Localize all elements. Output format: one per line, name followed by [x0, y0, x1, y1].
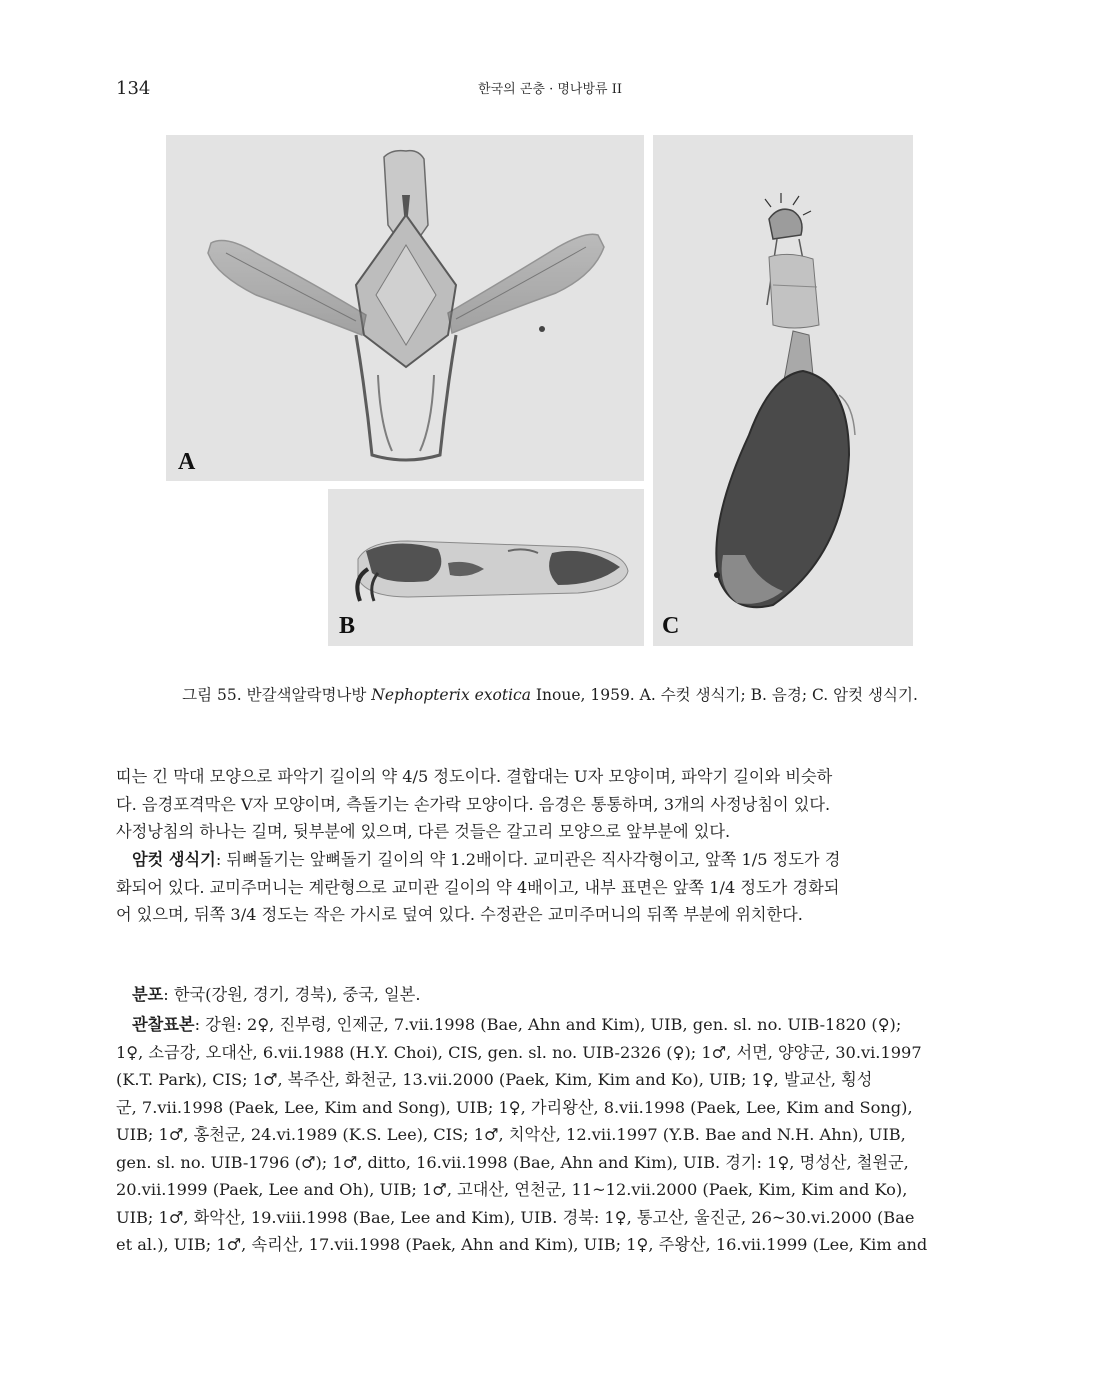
specimens-text: : 강원: 2♀, 진부령, 인제군, 7.vii.1998 (Bae, Ahn and Kim), UIB, gen. sl. no. UIB-1820 (♀); — [194, 1015, 902, 1034]
text-line: 다. 음경포격막은 V자 모양이며, 측돌기는 손가락 모양이다. 음경은 통통하며, 3개의 사정낭침이 있다. — [116, 794, 831, 814]
distribution-heading: 분포 — [132, 985, 164, 1004]
text-line: 어 있으며, 뒤쪽 3/4 정도는 작은 가시로 덮여 있다. 수정관은 교미주머니의 뒤쪽 부분에 위치한다. — [116, 905, 803, 924]
figure-caption — [0, 683, 1100, 705]
text-line: 사정낭침의 하나는 길며, 뒷부분에 있으며, 다른 것들은 갈고리 모양으로 앞부분에 있다. — [116, 822, 731, 841]
text-line: UIB; 1♂, 화악산, 19.viii.1998 (Bae, Lee and Kim), UIB. 경북: 1♀, 통고산, 울진군, 26~30.vi.2000 (Bae — [116, 1207, 915, 1227]
text-line: UIB; 1♂, 홍천군, 24.vi.1989 (K.S. Lee), CIS; 1♂, 치악산, 12.vii.1997 (Y.B. Bae and N.H. Ahn), UIB, — [116, 1125, 906, 1144]
text-line — [116, 981, 968, 1009]
page-number: 134 — [116, 78, 151, 99]
text-line — [116, 846, 968, 874]
running-header: 한국의 곤충 · 명나방류 II — [478, 82, 622, 97]
caption-species-name: Nephopterix exotica — [371, 686, 531, 704]
text-line: 군, 7.vii.1998 (Paek, Lee, Kim and Song), UIB; 1♀, 가리왕산, 8.vii.1998 (Paek, Lee, Kim and Song), — [116, 1097, 913, 1117]
text-line: (K.T. Park), CIS; 1♂, 복주산, 화천군, 13.vii.2000 (Paek, Kim, Kim and Ko), UIB; 1♀, 발교산, 횡성 — [116, 1070, 873, 1089]
figure-panel-c — [653, 135, 913, 646]
male-genitalia-illustration — [166, 135, 644, 481]
female-text: : 뒤뼈돌기는 앞뼈돌기 길이의 약 1.2배이다. 교미관은 직사각형이고, 앞쪽 1/5 정도가 경 — [215, 850, 841, 869]
panel-label-c: C — [662, 613, 680, 639]
female-genitalia-heading: 암컷 생식기 — [132, 850, 216, 869]
text-line: 띠는 긴 막대 모양으로 파악기 길이의 약 4/5 정도이다. 결합대는 U자 모양이며, 파악기 길이와 비슷하 — [116, 767, 833, 786]
text-line: gen. sl. no. UIB-1796 (♂); 1♂, ditto, 16.vii.1998 (Bae, Ahn and Kim), UIB. 경기: 1♀, 명성산, 철원군, — [116, 1152, 909, 1172]
aedeagus-illustration — [328, 489, 644, 646]
text-line: 20.vii.1999 (Paek, Lee and Oh), UIB; 1♂, 고대산, 연천군, 11~12.vii.2000 (Paek, Kim, Kim and Ko), — [116, 1180, 908, 1199]
paragraph-specimens-examined — [116, 1011, 968, 1259]
specimens-heading: 관찰표본 — [132, 1015, 195, 1034]
text-line: 화되어 있다. 교미주머니는 계란형으로 교미관 길이의 약 4배이고, 내부 표면은 앞쪽 1/4 정도가 경화되 — [116, 877, 840, 897]
text-line: 1♀, 소금강, 오대산, 6.vii.1988 (H.Y. Choi), CIS, gen. sl. no. UIB-2326 (♀); 1♂, 서면, 양양군, 30.vi.1997 — [116, 1042, 922, 1062]
distribution-text: : 한국(강원, 경기, 경북), 중국, 일본. — [163, 985, 421, 1004]
paragraph-male-genitalia-continued — [116, 763, 968, 846]
female-genitalia-illustration — [653, 135, 913, 646]
caption-prefix: 그림 55. 반갈색알락명나방 — [182, 686, 372, 704]
caption-suffix: Inoue, 1959. A. 수컷 생식기; B. 음경; C. 암컷 생식기. — [530, 686, 918, 704]
figure-panel-a — [166, 135, 644, 481]
panel-label-b: B — [339, 613, 356, 639]
text-line: et al.), UIB; 1♂, 속리산, 17.vii.1998 (Paek, Ahn and Kim), UIB; 1♀, 주왕산, 16.vii.1999 (Lee, Kim and — [116, 1235, 928, 1254]
panel-label-a: A — [178, 449, 196, 475]
figure-panel-b — [328, 489, 644, 646]
paragraph-distribution — [116, 981, 968, 1009]
paragraph-female-genitalia — [116, 846, 968, 929]
text-line — [116, 1011, 968, 1039]
